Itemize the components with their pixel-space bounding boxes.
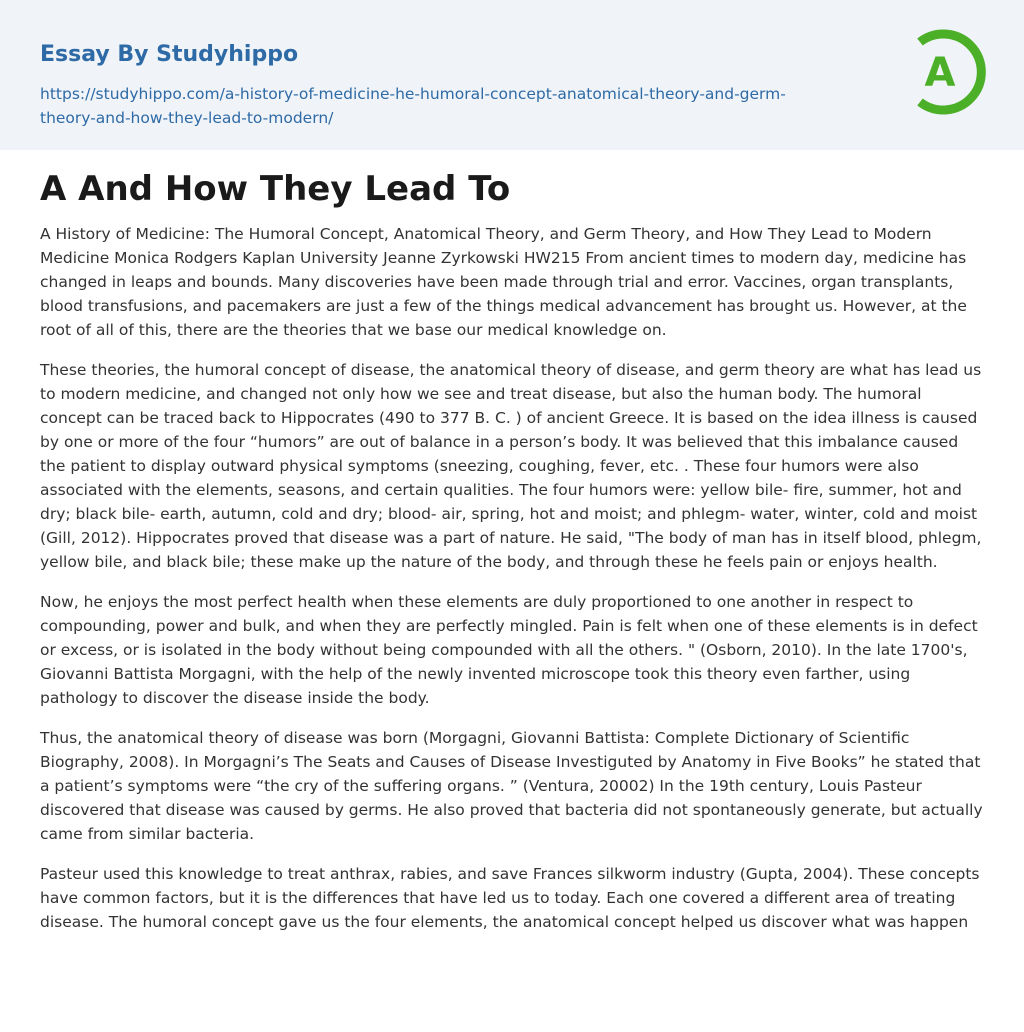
article-title: A And How They Lead To (40, 169, 511, 209)
studyhippo-logo-icon[interactable] (906, 28, 990, 116)
logo-graphic (906, 28, 990, 116)
article-content (40, 166, 984, 950)
site-header (0, 0, 1024, 150)
logo-letter: A (924, 50, 956, 96)
article-paragraph-3: Now, he enjoys the most perfect health when these elements are duly proportioned to one another in respect to compounding, power and bulk, and when they are perfectly mingled. Pain is felt when one of these elements is in defect or excess, or is isolated in the body without being compounded with all the others. " (Osborn, 2010). In the late 1700's, Giovanni Battista Morgagni, with the help of the newly invented microscope took this theory even farther, using pathology to discover the disease inside the body. (40, 593, 978, 707)
article-paragraph-4: Thus, the anatomical theory of disease was born (Morgagni, Giovanni Battista: Complete Dictionary of Scientific Biography, 2008). In Morgagni’s The Seats and Causes of Disease Investiguted by Anatomy in Five Books” he stated that a patient’s symptoms were “the cry of the suffering organs. ” (Ventura, 20002) In the 19th century, Louis Pasteur discovered that disease was caused by germs. He also proved that bacteria did not spontaneously generate, but actually came from similar bacteria. (40, 729, 983, 843)
source-url-link[interactable]: https://studyhippo.com/a-history-of-medicine-he-humoral-concept-anatomical-theory-and-germ-theory-and-how-they-lead-to-modern/ (40, 85, 786, 127)
article-paragraph-1: A History of Medicine: The Humoral Concept, Anatomical Theory, and Germ Theory, and How They Lead to Modern Medicine Monica Rodgers Kaplan University Jeanne Zyrkowski HW215 From ancient times to modern day, medicine has changed in leaps and bounds. Many discoveries have been made through trial and error. Vaccines, organ transplants, blood transfusions, and pacemakers are just a few of the things medical advancement has brought us. However, at the root of all of this, there are the theories that we base our medical knowledge on. (40, 225, 967, 339)
site-brand-title[interactable]: Essay By Studyhippo (40, 42, 299, 67)
article-paragraph-5: Pasteur used this knowledge to treat anthrax, rabies, and save Frances silkworm industry (Gupta, 2004). These concepts have common factors, but it is the differences that have led us to today. Each one covered a different area of treating disease. The humoral concept gave us the four elements, the anatomical concept helped us discover what was happen (40, 865, 980, 931)
article-paragraph-2: These theories, the humoral concept of disease, the anatomical theory of disease, and germ theory are what has lead us to modern medicine, and changed not only how we see and treat disease, but also the human body. The humoral concept can be traced back to Hippocrates (490 to 377 B. C. ) of ancient Greece. It is based on the idea illness is caused by one or more of the four “humors” are out of balance in a person’s body. It was believed that this imbalance caused the patient to display outward physical symptoms (sneezing, coughing, fever, etc. . These four humors were also associated with the elements, seasons, and certain qualities. The four humors were: yellow bile- fire, summer, hot and dry; black bile- earth, autumn, cold and dry; blood- air, spring, hot and moist; and phlegm- water, winter, cold and moist (Gill, 2012). Hippocrates proved that disease was a part of nature. He said, "The body of man has in itself blood, phlegm, yellow bile, and black bile; these make up the nature of the body, and through these he feels pain or enjoys health. (40, 361, 982, 571)
